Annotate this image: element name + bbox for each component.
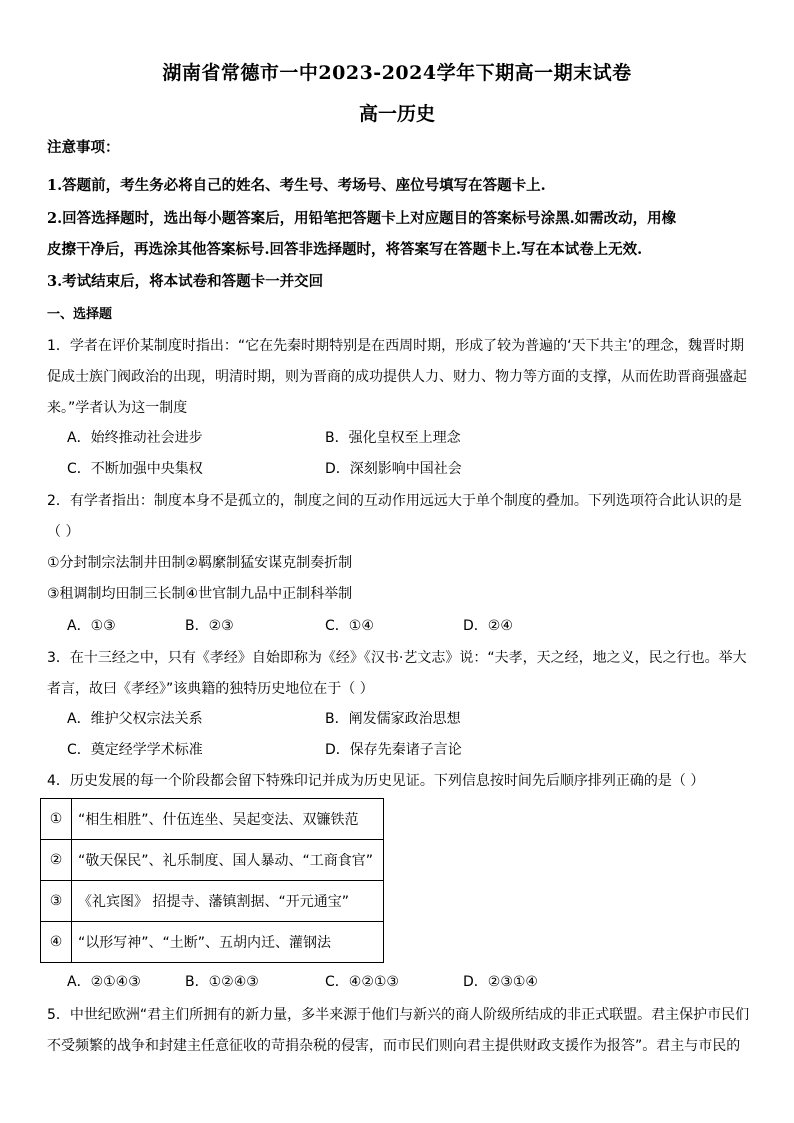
exam-title: 湖南省常德市一中2023-2024学年下期高一期末试卷 bbox=[162, 62, 632, 84]
table-row bbox=[41, 799, 384, 840]
table-cell-text: “敬天保民”、礼乐制度、国人暴动、“工商食官” bbox=[72, 840, 384, 881]
q1-option-c: C．不断加强中央集权 bbox=[67, 461, 203, 477]
exam-subject: 高一历史 bbox=[358, 103, 435, 125]
table-cell-number: ③ bbox=[41, 881, 72, 922]
table-row bbox=[41, 881, 384, 922]
q3-option-d: D．保存先秦诸子言论 bbox=[325, 742, 462, 758]
table-cell-number: ① bbox=[41, 799, 72, 840]
table-cell-text: 《礼宾图》 招提寺、藩镇割据、“开元通宝” bbox=[72, 881, 384, 922]
q1-stem-line-1: 1．学者在评价某制度时指出：“它在先秦时期特别是在西周时期，形成了较为普遍的‘天下共主’的理念，魏晋时期 bbox=[47, 338, 745, 354]
q5-stem-line-1: 5．中世纪欧洲“君主们所拥有的新力量，多半来源于他们与新兴的商人阶级所结成的非正式联盟。君主保护市民们 bbox=[47, 1007, 750, 1023]
q4-option-d: D．②③①④ bbox=[463, 974, 538, 990]
q3-stem-line-1: 3．在十三经之中，只有《孝经》自始即称为《经》《汉书·艺文志》说：“夫孝，天之经，地之义，民之行也。举大 bbox=[47, 650, 747, 666]
table-cell-number: ④ bbox=[41, 922, 72, 963]
notice-item-2-line-1: 2.回答选择题时，选出每小题答案后，用铅笔把答题卡上对应题目的答案标号涂黑.如需改动，用橡 bbox=[47, 210, 677, 227]
q2-stem-line-2: （ ） bbox=[47, 524, 80, 540]
q4-option-c: C．④②①③ bbox=[325, 974, 399, 990]
q3-option-a: A．维护父权宗法关系 bbox=[67, 711, 203, 727]
q2-option-d: D．②④ bbox=[463, 618, 513, 634]
q3-option-c: C．奠定经学学术标准 bbox=[67, 742, 203, 758]
q2-option-b: B．②③ bbox=[185, 618, 234, 634]
q2-statement-line-2: ③租调制均田制三长制④世官制九品中正制科举制 bbox=[47, 586, 353, 602]
q4-option-a: A．②①④③ bbox=[67, 974, 141, 990]
q2-statement-line-1: ①分封制宗法制井田制②羁縻制猛安谋克制奏折制 bbox=[47, 555, 353, 571]
table-row bbox=[41, 922, 384, 963]
q1-option-a: A．始终推动社会进步 bbox=[67, 430, 203, 446]
notice-item-1: 1.答题前，考生务必将自己的姓名、考生号、考场号、座位号填写在答题卡上. bbox=[47, 177, 546, 194]
q3-option-b: B．阐发儒家政治思想 bbox=[325, 711, 461, 727]
section-heading: 一、选择题 bbox=[47, 307, 113, 322]
notice-item-3: 3.考试结束后，将本试卷和答题卡一并交回 bbox=[47, 273, 324, 290]
q1-option-d: D．深刻影响中国社会 bbox=[325, 461, 462, 477]
q2-option-a: A．①③ bbox=[67, 618, 116, 634]
notice-heading: 注意事项： bbox=[47, 139, 120, 156]
table-cell-text: “相生相胜”、什伍连坐、吴起变法、双镰铁范 bbox=[72, 799, 384, 840]
q1-stem-line-2: 促成士族门阀政治的出现，明清时期，则为晋商的成功提供人力、财力、物力等方面的支撑，从而佐助晋商强盛起 bbox=[47, 369, 747, 385]
table-cell-number: ② bbox=[41, 840, 72, 881]
notice-item-2-line-2: 皮擦干净后，再选涂其他答案标号.回答非选择题时，将答案写在答题卡上.写在本试卷上无效. bbox=[47, 241, 643, 258]
table-row bbox=[41, 840, 384, 881]
q5-stem-line-2: 不受频繁的战争和封建主任意征收的苛捐杂税的侵害，而市民们则向君主提供财政支援作为报答”。君主与市民的 bbox=[47, 1038, 741, 1054]
q1-option-b: B．强化皇权至上理念 bbox=[325, 430, 461, 446]
table-cell-text: “以形写神”、“土断”、五胡内迁、灌钢法 bbox=[72, 922, 384, 963]
q2-option-c: C．①④ bbox=[325, 618, 374, 634]
q4-stem-line-1: 4．历史发展的每一个阶段都会留下特殊印记并成为历史见证。下列信息按时间先后顺序排列正确的是（ ） bbox=[47, 773, 705, 789]
q4-option-b: B．①②④③ bbox=[185, 974, 259, 990]
q3-stem-line-2: 者言，故曰《孝经》”该典籍的独特历史地位在于（ ） bbox=[47, 681, 374, 697]
q2-stem-line-1: 2．有学者指出：制度本身不是孤立的，制度之间的互动作用远远大于单个制度的叠加。下列选项符合此认识的是 bbox=[47, 493, 742, 509]
q4-events-table bbox=[40, 798, 384, 963]
q1-stem-line-3: 来。”学者认为这一制度 bbox=[47, 400, 188, 416]
